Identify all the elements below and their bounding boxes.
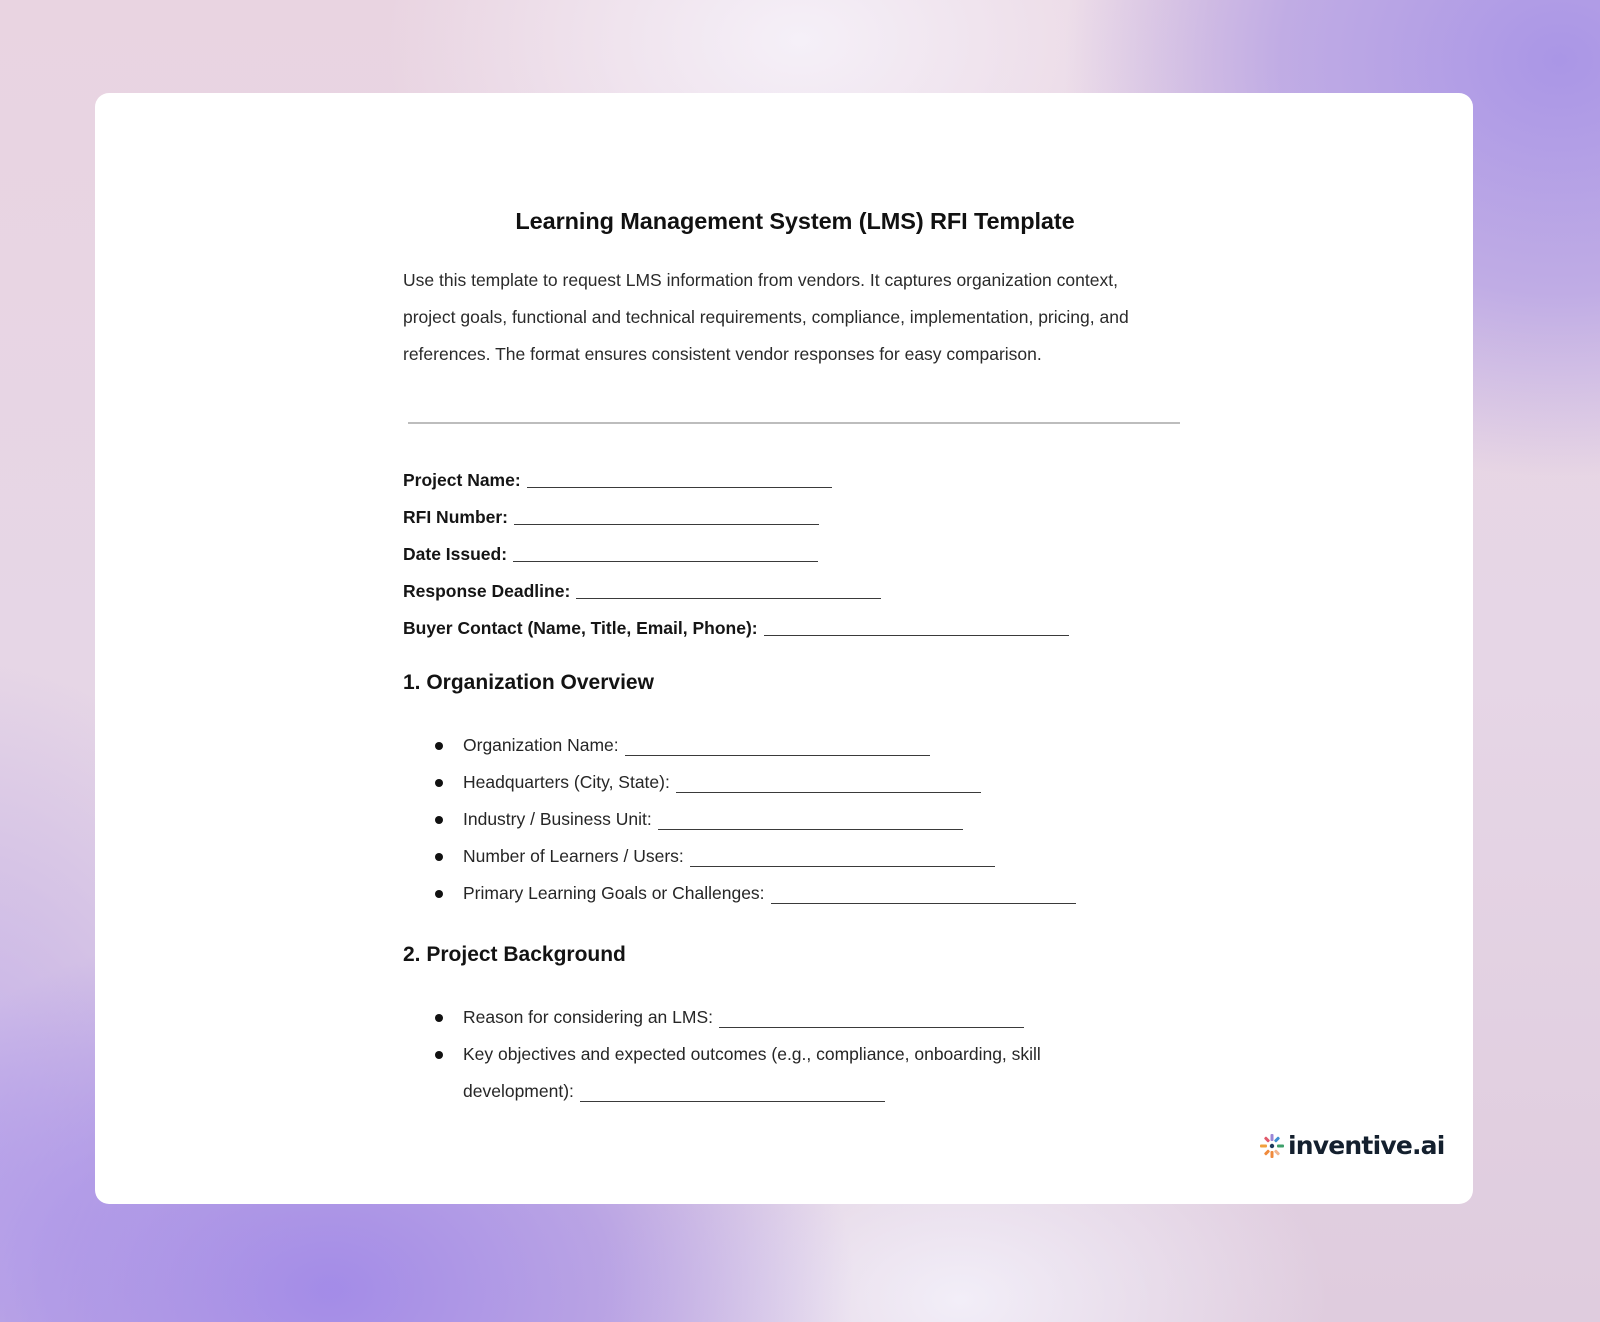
date-issued-blank[interactable] (513, 561, 818, 562)
bullet-icon (435, 779, 443, 787)
bullet-icon (435, 1051, 443, 1059)
item-label: Headquarters (City, State): (463, 772, 670, 792)
field-buyer-contact (403, 610, 1069, 647)
list-item (403, 875, 1163, 912)
list-item (403, 838, 1163, 875)
field-label: Buyer Contact (Name, Title, Email, Phone): (403, 618, 758, 638)
item-label: Primary Learning Goals or Challenges: (463, 883, 765, 903)
brand-logo (1259, 1131, 1445, 1160)
organization-name-blank[interactable] (625, 755, 930, 756)
number-of-learners-blank[interactable] (690, 866, 995, 867)
buyer-contact-blank[interactable] (764, 635, 1069, 636)
horizontal-divider (408, 422, 1180, 424)
section-heading-organization-overview: 1. Organization Overview (403, 671, 654, 694)
list-item (403, 727, 1163, 764)
list-item (403, 1036, 1123, 1110)
item-label: Organization Name: (463, 735, 619, 755)
headquarters-blank[interactable] (676, 792, 981, 793)
item-label: Key objectives and expected outcomes (e.g., compliance, onboarding, skill development): (463, 1044, 1041, 1101)
list-item (403, 999, 1163, 1036)
field-response-deadline (403, 573, 1069, 610)
bullet-icon (435, 742, 443, 750)
field-label: Date Issued: (403, 544, 508, 564)
document-title: Learning Management System (LMS) RFI Template (515, 208, 1075, 234)
field-label: RFI Number: (403, 507, 508, 527)
learning-goals-blank[interactable] (771, 903, 1076, 904)
bullet-icon (435, 890, 443, 898)
field-date-issued (403, 536, 1069, 573)
bullet-icon (435, 853, 443, 861)
brand-name: inventive.ai (1288, 1131, 1445, 1160)
rfi-number-blank[interactable] (514, 524, 819, 525)
field-rfi-number (403, 499, 1069, 536)
response-deadline-blank[interactable] (576, 598, 881, 599)
bullet-icon (435, 1014, 443, 1022)
key-objectives-blank[interactable] (580, 1101, 885, 1102)
field-label: Response Deadline: (403, 581, 571, 601)
intro-paragraph: Use this template to request LMS information from vendors. It captures organization context, project goals, functional and technical requirements, compliance, implementation, pricing, and references. The format ensures consistent vendor responses for easy comparison. (403, 270, 1129, 364)
section-heading-project-background: 2. Project Background (403, 943, 626, 966)
project-background-list (403, 999, 1163, 1110)
organization-overview-list (403, 727, 1163, 912)
industry-blank[interactable] (658, 829, 963, 830)
bullet-icon (435, 816, 443, 824)
item-label: Reason for considering an LMS: (463, 1007, 713, 1027)
reason-for-lms-blank[interactable] (719, 1027, 1024, 1028)
item-label: Number of Learners / Users: (463, 846, 684, 866)
starburst-logo-icon (1259, 1133, 1285, 1159)
field-label: Project Name: (403, 470, 521, 490)
list-item (403, 801, 1163, 838)
header-fields (403, 462, 1069, 647)
field-project-name (403, 462, 1069, 499)
project-name-blank[interactable] (527, 487, 832, 488)
list-item (403, 764, 1163, 801)
item-label: Industry / Business Unit: (463, 809, 652, 829)
